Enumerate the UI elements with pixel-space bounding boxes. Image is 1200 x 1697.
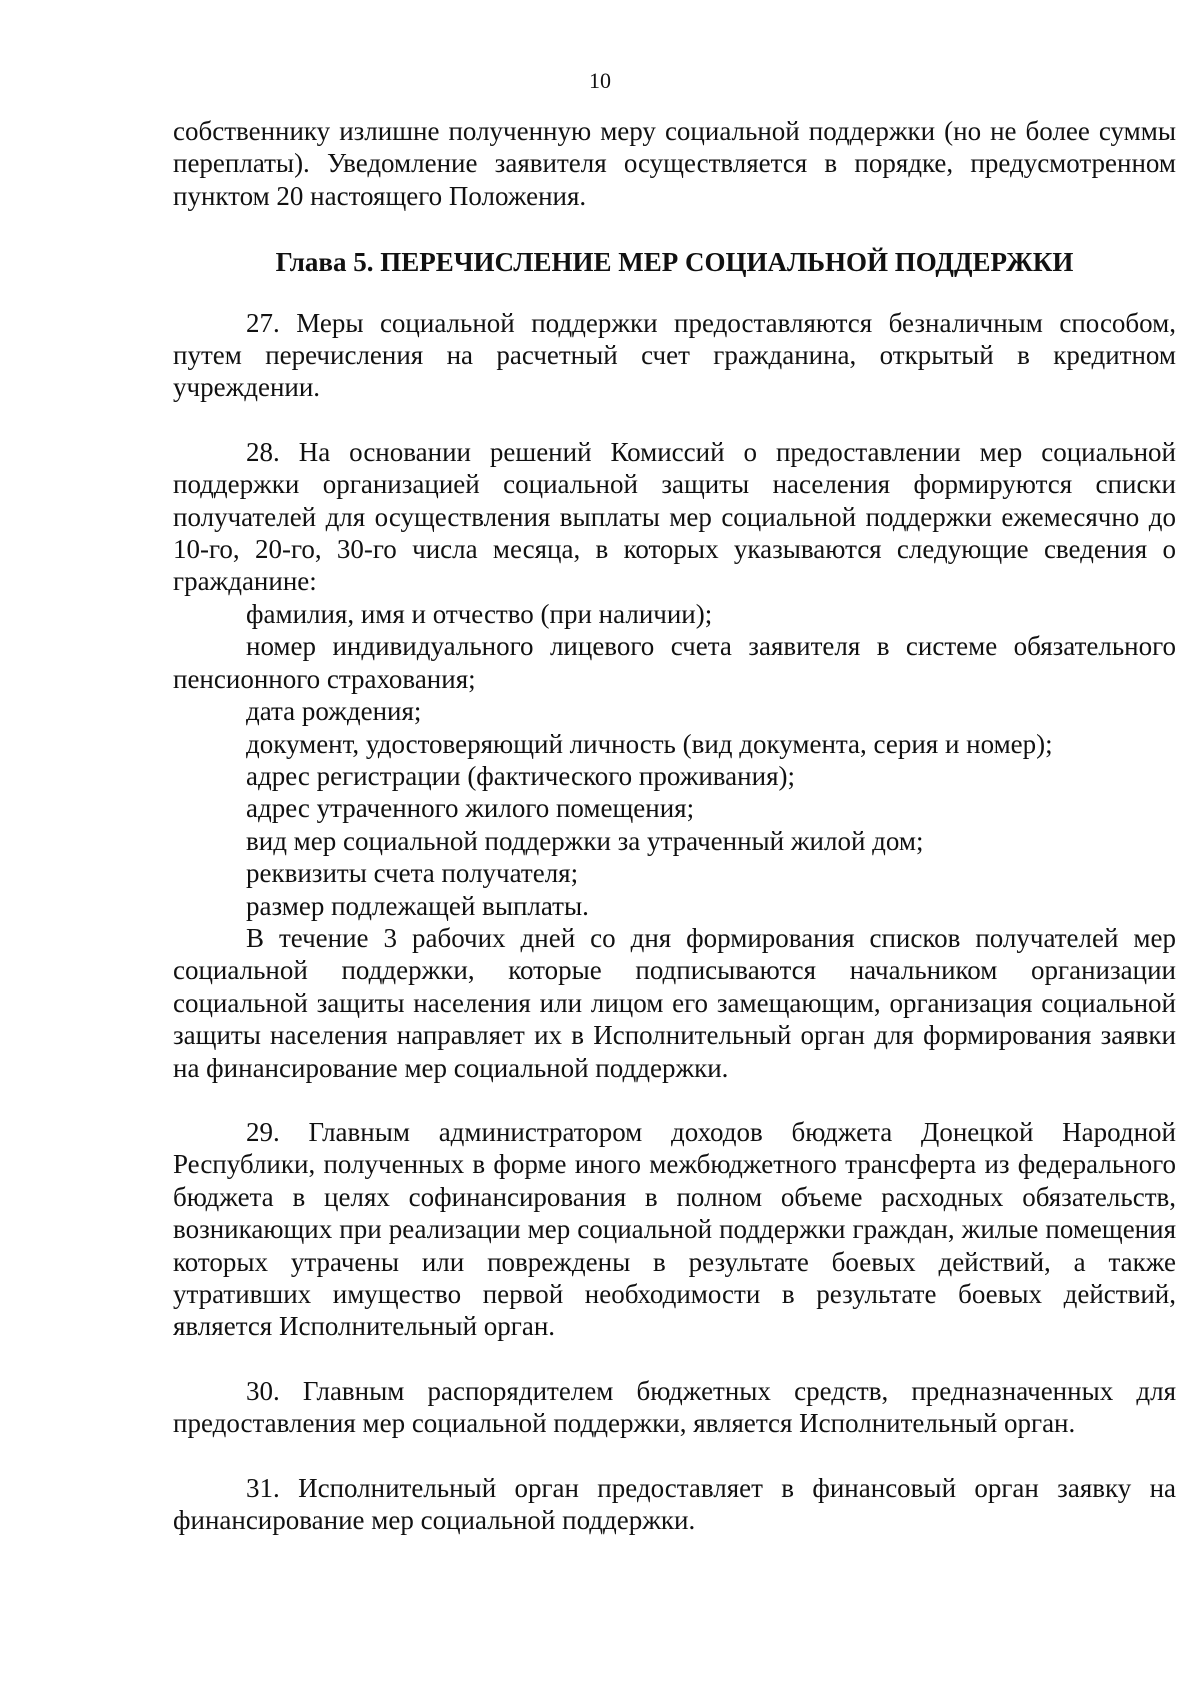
paragraph-gap <box>173 1440 1176 1472</box>
paragraph-30: 30. Главным распорядителем бюджетных средств, предназначенных для предоставления мер социальной поддержки, является Исполнительный орган. <box>173 1375 1176 1439</box>
list-item: размер подлежащей выплаты. <box>246 890 589 921</box>
list-item: адрес регистрации (фактического проживания); <box>246 760 795 791</box>
list-item: вид мер социальной поддержки за утраченный жилой дом; <box>246 825 924 856</box>
list-item: реквизиты счета получателя; <box>246 858 579 889</box>
page-content <box>173 115 1176 1536</box>
paragraph-27: 27. Меры социальной поддержки предоставляются безналичным способом, путем перечисления на расчетный счет гражданина, открытый в кредитном учреждении. <box>173 307 1176 403</box>
paragraph-31: 31. Исполнительный орган предоставляет в финансовый орган заявку на финансирование мер социальной поддержки. <box>173 1472 1176 1536</box>
paragraph-28: 28. На основании решений Комиссий о предоставлении мер социальной поддержки организацией социальной защиты населения формируются списки получателей для осуществления выплаты мер социальной поддержки ежемесячно до 10-го, 20-го, 30-го числа месяца, в которых указываются следующие сведения о гражданине: <box>173 436 1176 597</box>
paragraph-28-tail: В течение 3 рабочих дней со дня формирования списков получателей мер социальной поддержки, которые подписываются начальником организации социальной защиты населения или лицом его замещающим, организация социальной защиты населения направляет их в Исполнительный орган для формирования заявки на финансирование мер социальной поддержки. <box>173 922 1176 1083</box>
list-item: документ, удостоверяющий личность (вид документа, серия и номер); <box>246 728 1053 759</box>
page-number: 10 <box>589 68 611 93</box>
list-item: дата рождения; <box>246 696 422 727</box>
paragraph-gap <box>173 1084 1176 1116</box>
intro-paragraph: собственнику излишне полученную меру социальной поддержки (но не более суммы переплаты). Уведомление заявителя осуществляется в порядке, предусмотренном пунктом 20 настоящего Положения. <box>173 116 1176 211</box>
chapter-title: Глава 5. ПЕРЕЧИСЛЕНИЕ МЕР СОЦИАЛЬНОЙ ПОДДЕРЖКИ <box>275 247 1074 278</box>
paragraph-29: 29. Главным администратором доходов бюджета Донецкой Народной Республики, полученных в форме иного межбюджетного трансферта из федерального бюджета в целях софинансирования в полном объеме расходных обязательств, возникающих при реализации мер социальной поддержки граждан, жилые помещения которых утрачены или повреждены в результате боевых действий, а также утративших имущество первой необходимости в результате боевых действий, является Исполнительный орган. <box>173 1116 1176 1342</box>
paragraph-gap <box>173 404 1176 436</box>
list-item: фамилия, имя и отчество (при наличии); <box>246 598 713 629</box>
list-item: номер индивидуального лицевого счета заявителя в системе обязательного пенсионного страхования; <box>173 631 1176 694</box>
list-item: адрес утраченного жилого помещения; <box>246 793 695 824</box>
paragraph-gap <box>173 1343 1176 1375</box>
